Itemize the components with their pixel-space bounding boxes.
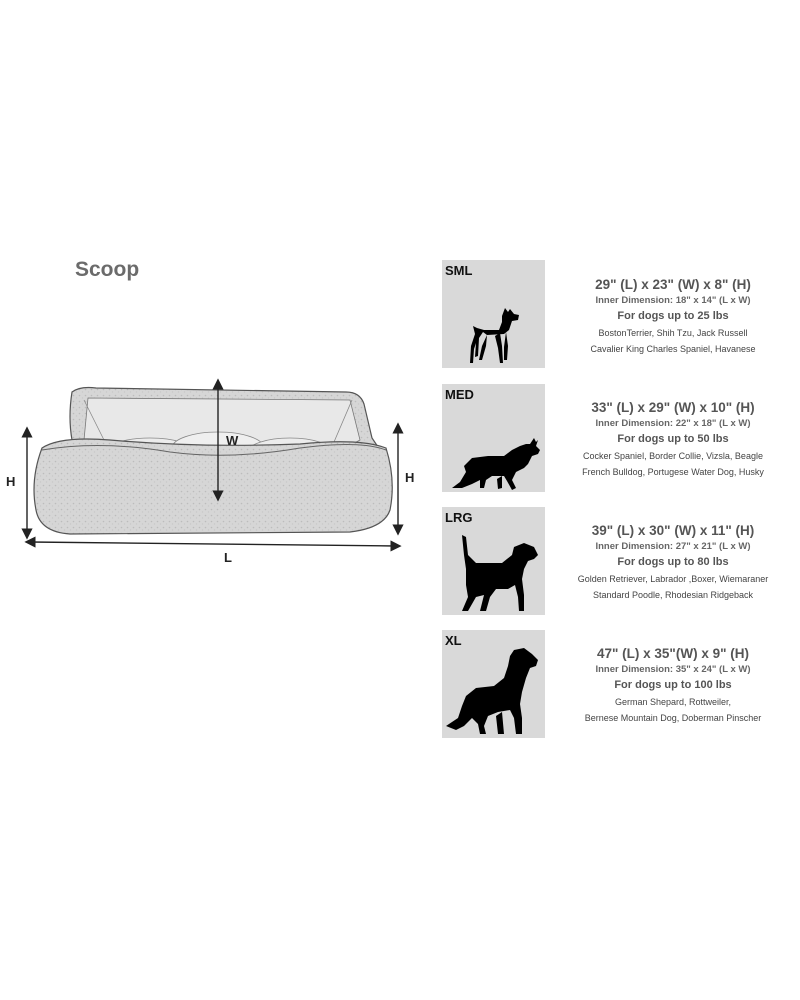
breeds-line: Golden Retriever, Labrador ,Boxer, Wiemaraner (577, 574, 769, 584)
breeds-line: Standard Poodle, Rhodesian Ridgeback (592, 590, 754, 600)
inner-dimensions: Inner Dimension: 35" x 24" (L x W) (595, 664, 751, 675)
height-label-left: H (6, 474, 16, 489)
length-arrow (30, 542, 396, 546)
outer-dimensions: 29" (L) x 23" (W) x 8" (H) (595, 277, 751, 292)
size-label: XL (445, 633, 462, 648)
product-title: Scoop (75, 258, 140, 281)
weight-limit: For dogs up to 50 lbs (617, 433, 729, 445)
size-card-large (442, 507, 545, 615)
size-label: MED (445, 387, 474, 402)
size-card-xl (442, 630, 545, 738)
height-label-right: H (405, 470, 415, 485)
outer-dimensions: 39" (L) x 30" (W) x 11" (H) (591, 523, 755, 538)
size-card-medium (442, 384, 545, 492)
size-info-xl (553, 645, 793, 726)
inner-dimensions: Inner Dimension: 18" x 14" (L x W) (595, 295, 751, 306)
outer-dimensions: 47" (L) x 35"(W) x 9" (H) (597, 646, 749, 661)
length-label: L (224, 550, 232, 565)
bed-diagram (0, 370, 420, 580)
breeds-line: BostonTerrier, Shih Tzu, Jack Russell (598, 328, 748, 338)
outer-dimensions: 33" (L) x 29" (W) x 10" (H) (591, 400, 755, 415)
size-info-medium (553, 399, 793, 480)
weight-limit: For dogs up to 100 lbs (614, 679, 732, 691)
width-label: W (226, 433, 239, 448)
inner-dimensions: Inner Dimension: 27" x 21" (L x W) (595, 541, 751, 552)
size-info-small (553, 276, 793, 357)
breeds-line: German Shepard, Rottweiler, (614, 697, 732, 707)
breeds-line: Bernese Mountain Dog, Doberman Pinscher (584, 713, 762, 723)
breeds-line: Cocker Spaniel, Border Collie, Vizsla, Beagle (583, 451, 763, 461)
breeds-line: Cavalier King Charles Spaniel, Havanese (590, 344, 756, 354)
size-card-small (442, 260, 545, 368)
size-info-large (553, 522, 793, 603)
weight-limit: For dogs up to 80 lbs (617, 556, 729, 568)
bed-illustration (34, 388, 392, 535)
breeds-line: French Bulldog, Portugese Water Dog, Husky (582, 467, 764, 477)
inner-dimensions: Inner Dimension: 22" x 18" (L x W) (595, 418, 751, 429)
size-label: SML (445, 263, 473, 278)
size-label: LRG (445, 510, 473, 525)
weight-limit: For dogs up to 25 lbs (617, 310, 729, 322)
